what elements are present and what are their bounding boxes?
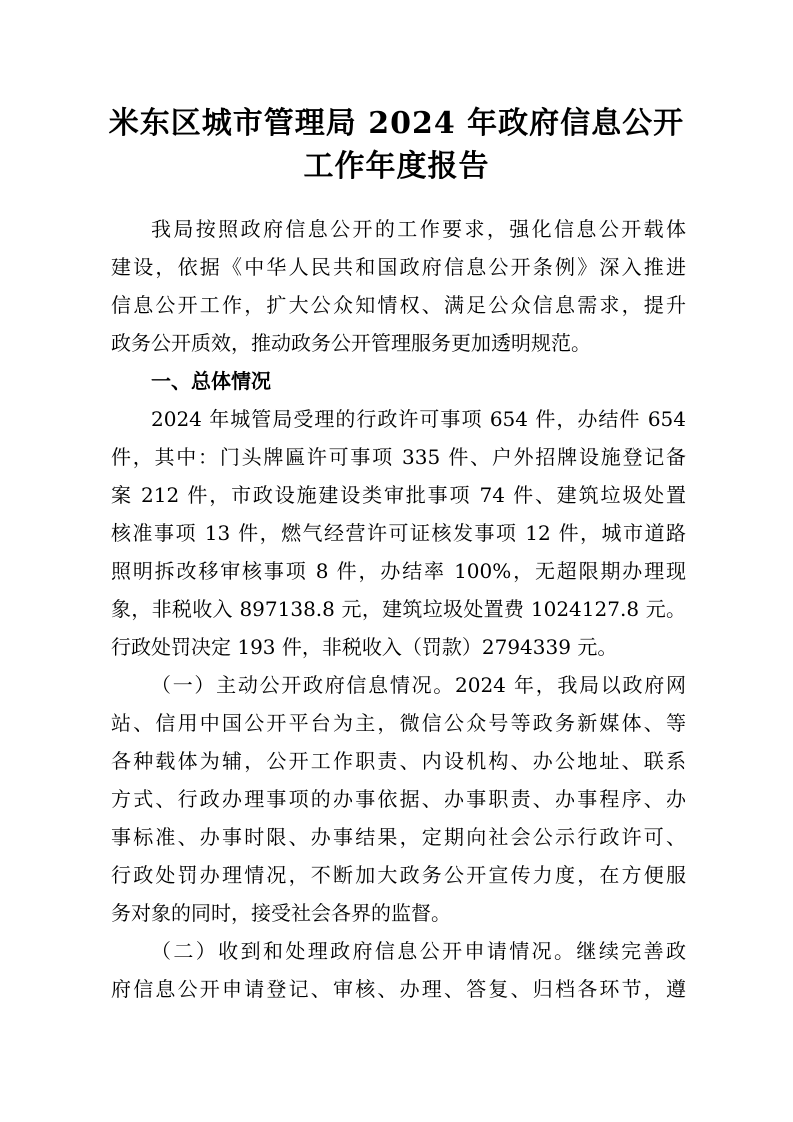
proactive-disclosure-line: 各种载体为辅，公开工作职责、内设机构、办公地址、联系 (111, 749, 686, 773)
overview-line: 核准事项 13 件，燃气经营许可证核发事项 12 件，城市道路 (111, 521, 686, 545)
application-handling-line: （二）收到和处理政府信息公开申请情况。继续完善政 (151, 939, 686, 963)
intro-line: 信息公开工作，扩大公众知情权、满足公众信息需求，提升 (111, 293, 686, 317)
proactive-disclosure-line: 方式、行政办理事项的办事依据、办事职责、办事程序、办 (111, 787, 686, 811)
proactive-disclosure-line: 站、信用中国公开平台为主，微信公众号等政务新媒体、等 (111, 711, 686, 735)
section-heading-overview: 一、总体情况 (151, 369, 271, 393)
overview-line: 件，其中：门头牌匾许可事项 335 件、户外招牌设施登记备 (111, 445, 686, 469)
intro-line: 政务公开质效，推动政务公开管理服务更加透明规范。 (111, 331, 591, 355)
overview-line: 案 212 件，市政设施建设类审批事项 74 件、建筑垃圾处置 (111, 483, 686, 507)
proactive-disclosure-line: 行政处罚办理情况，不断加大政务公开宣传力度，在方便服 (111, 863, 686, 887)
document-title-line-1: 米东区城市管理局 2024 年政府信息公开 (108, 106, 685, 141)
proactive-disclosure-line: 务对象的同时，接受社会各界的监督。 (111, 901, 451, 925)
intro-line: 建设，依据《中华人民共和国政府信息公开条例》深入推进 (111, 255, 686, 279)
overview-line: 照明拆改移审核事项 8 件，办结率 100%，无超限期办理现 (111, 559, 686, 583)
proactive-disclosure-line: （一）主动公开政府信息情况。2024 年，我局以政府网 (151, 673, 686, 697)
document-title-line-2: 工作年度报告 (303, 149, 490, 184)
overview-line: 象，非税收入 897138.8 元，建筑垃圾处置费 1024127.8 元。 (111, 597, 686, 621)
overview-line: 行政处罚决定 193 件，非税收入（罚款）2794339 元。 (111, 635, 618, 659)
proactive-disclosure-line: 事标准、办事时限、办事结果，定期向社会公示行政许可、 (111, 825, 686, 849)
intro-line: 我局按照政府信息公开的工作要求，强化信息公开载体 (151, 217, 686, 241)
overview-line: 2024 年城管局受理的行政许可事项 654 件，办结件 654 (151, 407, 686, 431)
application-handling-line: 府信息公开申请登记、审核、办理、答复、归档各环节，遵 (111, 977, 686, 1001)
